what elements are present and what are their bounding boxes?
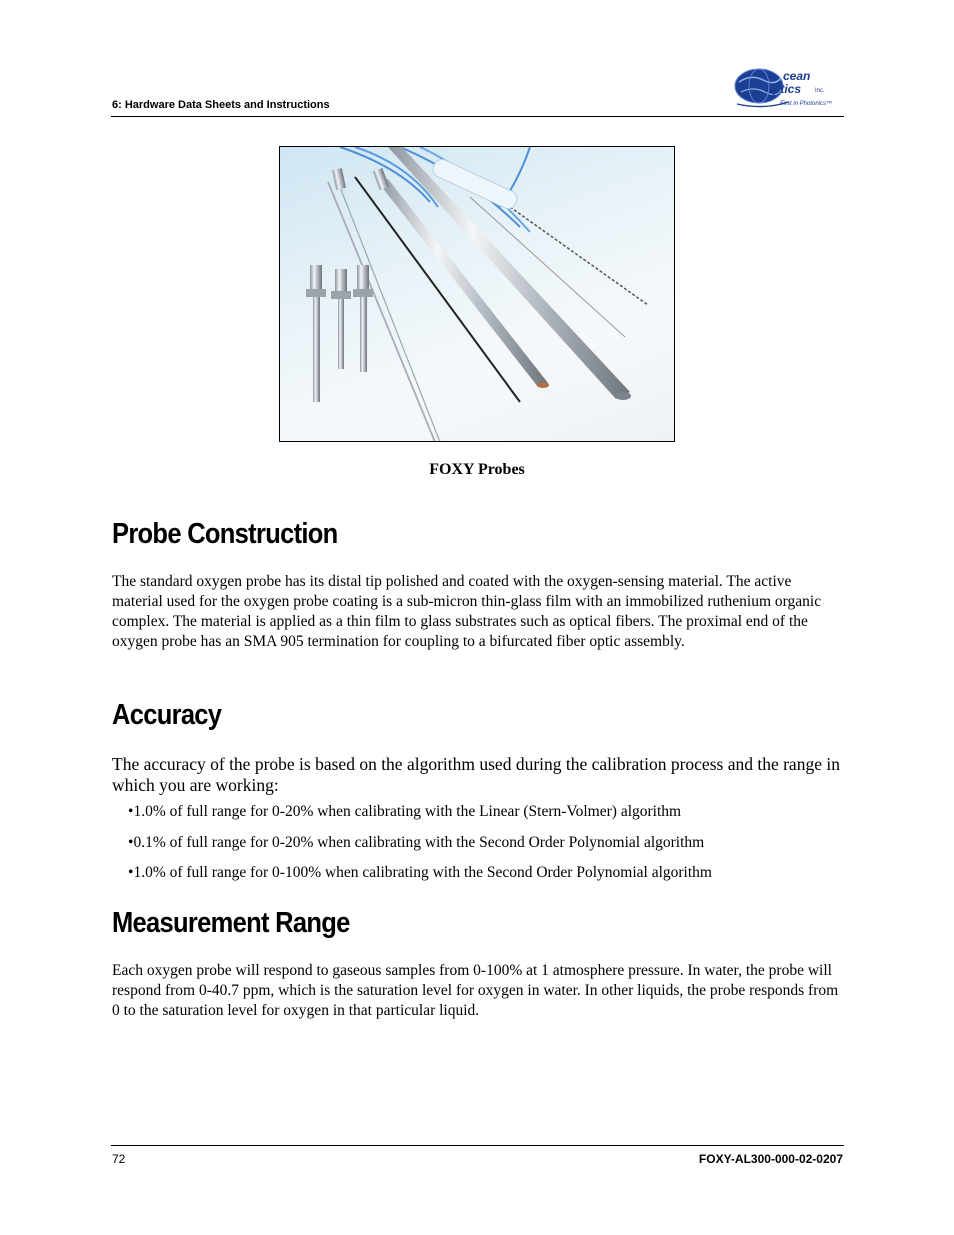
footer-divider [111,1145,844,1146]
accuracy-bullet-text: 1.0% of full range for 0-20% when calibrating with the Linear (Stern-Volmer) algorithm [133,803,682,820]
measurement-range-body: Each oxygen probe will respond to gaseous samples from 0-100% at 1 atmosphere pressure. In water, the probe will respond from 0-40.7 ppm, which is the saturation level for oxygen in water. In other liquids, the probe responds from 0 to the saturation level for oxygen in that particular liquid. [112,962,839,1019]
logo-inc: Inc. [815,88,825,94]
accuracy-bullet-2: •0.1% of full range for 0-20% when calibrating with the Second Order Polynomial algorithm [128,834,705,851]
accuracy-body: The accuracy of the probe is based on the algorithm used during the calibration process and the range in which you are working: [112,754,840,795]
logo-tagline: First in Photonics™ [780,101,833,107]
probes-illustration [280,147,674,441]
accuracy-bullet-text: 0.1% of full range for 0-20% when calibrating with the Second Order Polynomial algorithm [133,834,705,851]
header-divider [111,116,844,117]
page-number: 72 [112,1152,126,1166]
ocean-optics-logo [733,64,843,116]
figure-caption: FOXY Probes [429,461,525,478]
accuracy-bullet-text: 1.0% of full range for 0-100% when calibrating with the Second Order Polynomial algorithm [133,864,712,881]
foxy-probes-photo [279,146,675,442]
accuracy-bullet-1: •1.0% of full range for 0-20% when calibrating with the Linear (Stern-Volmer) algorithm [128,803,682,820]
accuracy-bullet-3: •1.0% of full range for 0-100% when calibrating with the Second Order Polynomial algorithm [128,864,712,881]
heading-probe-construction: Probe Construction [112,518,338,550]
heading-measurement-range: Measurement Range [112,907,350,939]
probe-construction-body: The standard oxygen probe has its distal tip polished and coated with the oxygen-sensing material. The active material used for the oxygen probe coating is a sub-micron thin-glass film with an immobilized ruthenium organic complex. The material is applied as a thin film to glass substrates such as optical fibers. The proximal end of the oxygen probe has an SMA 905 termination for coupling to a bifurcated fiber optic assembly. [112,573,822,650]
logo-word-ocean: cean [783,69,811,83]
heading-accuracy: Accuracy [112,699,222,731]
document-code: FOXY-AL300-000-02-0207 [698,1152,843,1166]
section-header-title: 6: Hardware Data Sheets and Instructions [112,99,330,111]
logo-word-optics: ptics [773,82,802,96]
